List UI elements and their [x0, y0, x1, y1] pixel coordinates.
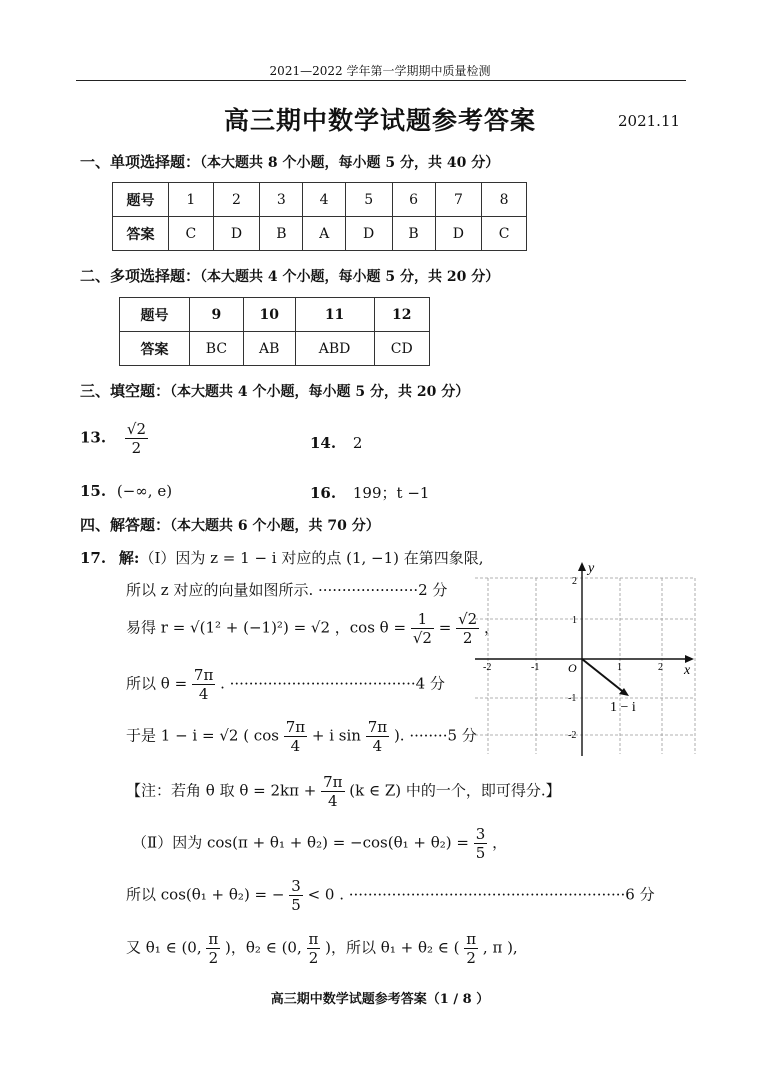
denominator: 4	[290, 737, 301, 755]
q15-answer: (−∞, e)	[116, 482, 173, 500]
q17-text-8a: 又 θ₁ ∈ (0,	[126, 938, 202, 957]
q13-numerator: √2	[126, 420, 146, 438]
q17-text-7a: 所以 cos(θ₁ + θ₂) = −	[126, 885, 285, 904]
page-footer: 高三期中数学试题参考答案（1 / 8 ）	[270, 992, 490, 1007]
question-number: 12	[374, 298, 430, 332]
answer-cell: AB	[243, 332, 295, 366]
answer-cell: C	[169, 217, 214, 251]
numerator: 7π	[285, 718, 306, 736]
row-label-answer: 答案	[120, 332, 190, 366]
denominator: 4	[372, 737, 383, 755]
answer-cell: CD	[374, 332, 430, 366]
q17-text-8d: , π ),	[482, 938, 518, 957]
question-number: 6	[392, 183, 435, 217]
fraction	[284, 718, 307, 755]
section4-heading	[80, 514, 380, 535]
q16-label: 16.	[310, 484, 337, 502]
fraction	[289, 877, 303, 914]
answer-cell: B	[260, 217, 303, 251]
numerator: 3	[291, 877, 301, 895]
table-row	[113, 183, 527, 217]
vector-label: 1 − i	[610, 700, 636, 715]
q17-text-5c: ). ········5 分	[393, 726, 477, 745]
q17-text-5b: + i sin	[311, 726, 361, 745]
fraction	[321, 773, 344, 810]
q17-note	[126, 773, 561, 810]
table-row	[120, 332, 430, 366]
y-tick-label: -1	[568, 693, 577, 704]
denominator: √2	[412, 629, 432, 647]
y-tick-label: 2	[572, 576, 577, 587]
q17-text-8c: )，所以 θ₁ + θ₂ ∈ (	[325, 938, 460, 957]
numerator: 3	[475, 825, 486, 843]
q17-text-3c: ，	[483, 618, 499, 637]
q13-denominator: 2	[131, 439, 142, 457]
numerator: π	[208, 930, 219, 948]
answer-cell: B	[392, 217, 435, 251]
section2-title: 二、多项选择题：	[80, 267, 201, 285]
q17-text-4b: . ·······································4 分	[220, 674, 445, 693]
answer-cell: ABD	[295, 332, 374, 366]
denominator: 5	[291, 896, 301, 914]
denominator: 4	[328, 792, 338, 810]
q17-note-b: (k ∈ Z) 中的一个，即可得分.】	[349, 781, 561, 800]
q13-label: 13.	[80, 428, 107, 447]
denominator: 4	[198, 685, 209, 703]
q17-text-3b: =	[438, 618, 452, 637]
x-tick-label: 1	[617, 662, 622, 673]
section4-note: （本大题共 6 个小题，共 70 分）	[170, 518, 380, 534]
row-label-number: 题号	[120, 298, 190, 332]
q17-text-7b: < 0 . ··························································6 分	[307, 885, 655, 904]
denominator: 2	[208, 949, 219, 967]
x-axis-label: x	[684, 663, 691, 678]
section2-note: （本大题共 4 个小题，每小题 5 分，共 20 分）	[200, 269, 500, 285]
fraction	[411, 610, 434, 647]
q17-text-4a: 所以 θ =	[126, 674, 188, 693]
q17-part2-b: ，	[492, 833, 508, 852]
fraction	[192, 666, 215, 703]
question-number: 5	[345, 183, 392, 217]
section1-answer-table	[112, 182, 527, 251]
table-row	[120, 298, 430, 332]
q13-fraction	[125, 420, 148, 457]
section3-heading	[80, 380, 469, 401]
question-number: 4	[303, 183, 345, 217]
q17-text-8b: )，θ₂ ∈ (0,	[225, 938, 302, 957]
y-axis-label: y	[588, 561, 595, 576]
answer-cell: BC	[190, 332, 244, 366]
numerator: √2	[458, 610, 478, 628]
q17-text-5a: 于是 1 − i = √2 ( cos	[126, 726, 279, 745]
question-number: 7	[435, 183, 482, 217]
numerator: π	[466, 930, 477, 948]
question-number: 10	[243, 298, 295, 332]
q14-label: 14.	[310, 434, 337, 452]
answer-15	[80, 482, 172, 500]
q14-answer: 2	[352, 434, 363, 452]
question-number: 8	[482, 183, 527, 217]
section2-heading	[80, 265, 499, 286]
section4-title: 四、解答题：	[80, 516, 171, 534]
complex-plane-graph	[470, 558, 700, 758]
q17-text-3a: 易得 r = √(1² + (−1)²) = √2 ，cos θ =	[126, 618, 407, 637]
section1-heading	[80, 151, 499, 172]
x-axis-arrow-icon	[685, 655, 694, 663]
page-date: 2021.11	[618, 112, 681, 130]
section3-title: 三、填空题：	[80, 382, 171, 400]
fraction	[464, 930, 478, 967]
fraction	[307, 930, 321, 967]
y-axis-arrow-icon	[578, 562, 586, 571]
denominator: 5	[475, 844, 486, 862]
table-row	[113, 217, 527, 251]
section1-note: （本大题共 8 个小题，每小题 5 分，共 40 分）	[200, 155, 500, 171]
x-tick-label: 2	[658, 662, 663, 673]
numerator: 7π	[323, 773, 343, 791]
q17-note-a: 【注：若角 θ 取 θ = 2kπ +	[126, 781, 317, 800]
q17-line7	[126, 877, 655, 914]
q17-line4	[126, 666, 445, 703]
q17-line1	[80, 547, 484, 568]
q17-part2-a: （Ⅱ）因为 cos(π + θ₁ + θ₂) = −cos(θ₁ + θ₂) =	[132, 833, 469, 852]
denominator: 2	[308, 949, 319, 967]
answer-13	[80, 420, 148, 457]
q17-label: 17.	[80, 549, 107, 567]
denominator: 2	[466, 949, 476, 967]
answer-cell: D	[213, 217, 260, 251]
answer-14	[310, 434, 362, 452]
y-tick-label: -2	[568, 730, 577, 741]
fraction	[474, 825, 488, 862]
numerator: π	[308, 930, 319, 948]
section1-title: 一、单项选择题：	[80, 153, 201, 171]
numerator: 7π	[193, 666, 214, 684]
q17-line8	[126, 930, 518, 967]
row-label-answer: 答案	[113, 217, 169, 251]
fraction	[206, 930, 220, 967]
section3-note: （本大题共 4 个小题，每小题 5 分，共 20 分）	[170, 384, 470, 400]
numerator: 1	[411, 610, 434, 629]
fraction	[366, 718, 389, 755]
q16-answer: 199；t −1	[352, 484, 430, 502]
q15-label: 15.	[80, 482, 107, 500]
answer-cell: A	[303, 217, 345, 251]
page-title: 高三期中数学试题参考答案	[223, 106, 536, 135]
answer-cell: D	[435, 217, 482, 251]
x-tick-label: -2	[483, 662, 492, 673]
q17-text-1: （Ⅰ）因为 z = 1 − i 对应的点 (1, −1) 在第四象限,	[139, 549, 484, 567]
row-label-number: 题号	[113, 183, 169, 217]
question-number: 3	[260, 183, 303, 217]
answer-cell: D	[345, 217, 392, 251]
x-tick-label: -1	[531, 662, 540, 673]
origin-label: O	[568, 661, 577, 675]
exam-header: 2021—2022 学年第一学期期中质量检测	[269, 64, 491, 78]
q17-line2: 所以 z 对应的向量如图所示. ·····················2 分	[126, 581, 448, 599]
answer-cell: C	[482, 217, 527, 251]
header-rule	[76, 80, 686, 81]
question-number: 11	[295, 298, 374, 332]
q17-line5	[126, 718, 477, 755]
numerator: 7π	[367, 718, 388, 736]
section2-answer-table	[119, 297, 430, 366]
question-number: 2	[213, 183, 260, 217]
denominator: 2	[462, 629, 473, 647]
question-number: 1	[169, 183, 214, 217]
answer-16	[310, 482, 429, 503]
y-tick-label: 1	[572, 615, 577, 626]
q17-part2	[132, 825, 507, 862]
q17-line3	[126, 610, 499, 647]
q17-jie: 解:	[118, 549, 140, 567]
question-number: 9	[190, 298, 244, 332]
